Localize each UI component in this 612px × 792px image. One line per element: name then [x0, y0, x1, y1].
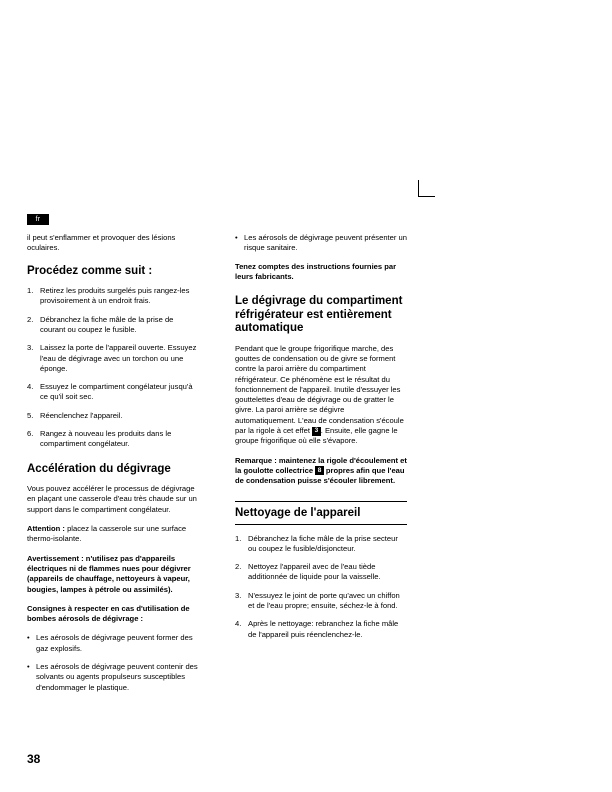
attention-note [27, 524, 199, 545]
list-item [27, 343, 199, 374]
step-text: Débranchez la fiche mâle de la prise secteur ou coupez le fusible/disjoncteur. [248, 533, 398, 553]
aerosol-heading: Consignes à respecter en cas d'utilisation de bombes aérosols de dégivrage : [27, 603, 190, 624]
proceed-steps-list [27, 286, 199, 450]
remark-part-2: propres afin que l'eau de condensation puisse s'écouler librement. [235, 465, 405, 486]
step-number: 3. [27, 343, 34, 353]
bullet-glyph: • [27, 633, 30, 643]
figure-reference-icon: 3 [312, 427, 321, 436]
attention-text: placez la casserole sur une surface thermo-isolante. [27, 524, 187, 544]
step-text: Réenclenchez l'appareil. [40, 410, 123, 420]
step-text: Débranchez la fiche mâle de la prise de courant ou coupez le fusible. [40, 314, 174, 334]
list-item [235, 233, 407, 254]
step-number: 6. [27, 429, 34, 439]
step-text: Essuyez le compartiment congélateur jusqu'à ce qu'il soit sec. [40, 382, 193, 402]
list-item [27, 662, 199, 693]
list-item [27, 286, 199, 307]
list-item [235, 534, 407, 555]
list-item [27, 633, 199, 654]
acceleration-paragraph: Vous pouvez accélérer le processus de dégivrage en plaçant une casserole d'eau très chaude sur un support dans le compartiment congélateur. [27, 484, 197, 514]
list-item [27, 429, 199, 450]
cleaning-steps-list [235, 534, 407, 640]
remark-part-1: maintenez la rigole d'écoulement et la goulotte collectrice [235, 455, 407, 475]
manufacturer-instructions-note: Tenez comptes des instructions fournies par leurs fabricants. [235, 261, 397, 281]
step-number: 4. [27, 382, 34, 392]
left-column [27, 233, 199, 701]
step-number: 2. [235, 562, 242, 572]
list-item [27, 382, 199, 403]
step-text: N'essuyez le joint de porte qu'avec un chiffon et de l'eau propre; ensuite, séchez-le à fond. [248, 590, 400, 611]
list-item [235, 562, 407, 583]
list-item [235, 591, 407, 612]
page-number: 38 [27, 752, 41, 766]
remark-paragraph [235, 456, 407, 487]
aerosol-bullet-list [27, 633, 199, 692]
intro-paragraph: il peut s'enflammer et provoquer des lésions oculaires. [27, 233, 176, 253]
heading-acceleration: Accélération du dégivrage [27, 462, 171, 475]
paragraph-part-2: . Ensuite, elle gagne le groupe frigorifique où elle s'évapore. [235, 426, 398, 446]
bullet-text: Les aérosols de dégivrage peuvent présenter un risque sanitaire. [244, 233, 407, 253]
heading-proceed: Procédez comme suit : [27, 264, 153, 277]
step-text: Rangez à nouveau les produits dans le compartiment congélateur. [40, 429, 172, 449]
paragraph-part-1: Pendant que le groupe frigorifique marche, des gouttes de condensation ou de givre se forment contre la paroi arrière du compartiment réfrigérateur. Ce phénomène est le résultat du fonctionnement de l'appareil. Inutile d'essuyer les gouttelettes d'eau de dégivrage ou de gratter le givre. La paroi arrière se dégivre automatiquement. L'eau de condensation s'écoule par la rigole à cet effet [235, 343, 404, 436]
attention-label: Attention : [27, 524, 65, 534]
bullet-text: Les aérosols de dégivrage peuvent contenir des solvants ou agents propulseurs susceptibles d'endommager le plastique. [36, 662, 198, 692]
crop-mark [418, 180, 435, 197]
heading-auto-defrost: Le dégivrage du compartiment réfrigérateur est entièrement automatique [235, 295, 403, 335]
step-number: 4. [235, 619, 242, 629]
figure-reference-icon: 8 [315, 466, 324, 475]
bullet-glyph: • [235, 233, 238, 242]
language-tab: fr [27, 214, 49, 225]
step-number: 3. [235, 590, 242, 600]
step-number: 1. [235, 533, 242, 543]
step-text: Retirez les produits surgelés puis rangez-les provisoirement à un endroit frais. [40, 286, 190, 306]
step-text: Nettoyez l'appareil avec de l'eau tiède additionnée de liquide pour la vaisselle. [248, 562, 381, 582]
bullet-text: Les aérosols de dégivrage peuvent former des gaz explosifs. [36, 633, 193, 653]
list-item [235, 619, 407, 640]
aerosol-bullet-list-continued [235, 233, 407, 254]
list-item [27, 411, 199, 421]
step-number: 2. [27, 314, 34, 324]
step-text: Après le nettoyage: rebranchez la fiche mâle de l'appareil puis réenclenchez-le. [248, 619, 399, 639]
auto-defrost-paragraph [235, 344, 407, 447]
right-column [235, 233, 407, 648]
bullet-glyph: • [27, 662, 30, 672]
list-item [27, 315, 199, 336]
step-text: Laissez la porte de l'appareil ouverte. Essuyez l'eau de dégivrage avec un torchon ou une éponge. [40, 343, 197, 373]
warning-paragraph: Avertissement : n'utilisez pas d'appareils électriques ni de flammes nues pour dégivrer (appareils de chauffage, nettoyeurs à vapeur, bougies, lampes à pétrole ou assimilés). [27, 553, 191, 594]
step-number: 5. [27, 410, 34, 420]
step-number: 1. [27, 286, 34, 296]
remark-label: Remarque : [235, 455, 277, 465]
heading-cleaning: Nettoyage de l'appareil [235, 501, 407, 525]
